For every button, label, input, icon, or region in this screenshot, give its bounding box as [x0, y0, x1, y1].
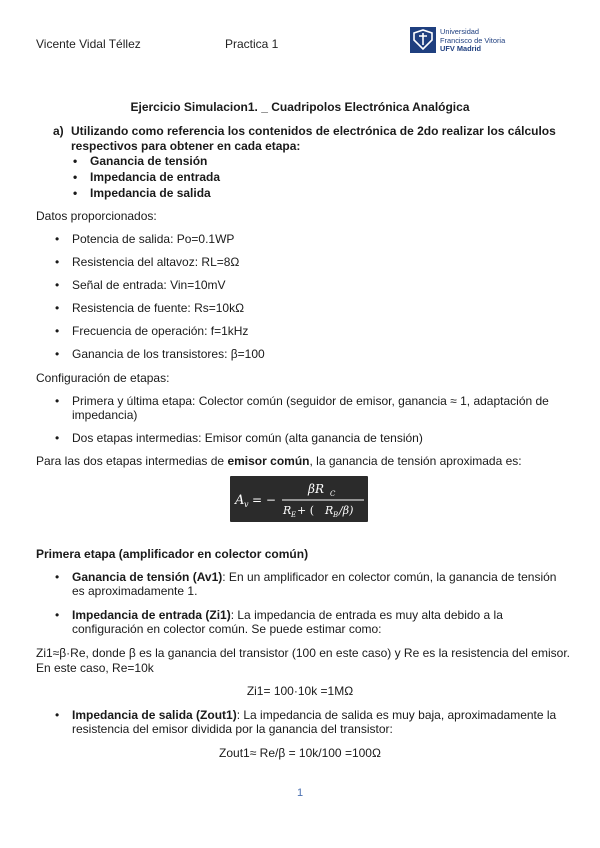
- stage1-zin-text: : La impedancia de entrada es muy alta debido a la configuración en colector común. Se puede estimar como:: [72, 608, 503, 636]
- datos-item: • Frecuencia de operación: f=1kHz: [72, 324, 248, 338]
- formula-gain: [230, 476, 368, 522]
- formula-den-a: R: [283, 504, 292, 517]
- stage1-zout-result: Zout1≈ Re/β = 10k/100 =100Ω: [219, 746, 381, 760]
- formula-eq: = −: [252, 493, 276, 507]
- stage1-zin-label: Impedancia de entrada (Zi1): [72, 608, 231, 622]
- stage1-gain-text: : En un amplificador en colector común, la ganancia de tensión es aproximadamente 1.: [72, 570, 557, 598]
- datos-heading: Datos proporcionados:: [36, 209, 157, 223]
- stage1-zout-label: Impedancia de salida (Zout1): [72, 708, 237, 722]
- formula-lhs: A: [235, 493, 245, 508]
- stage1-zout: [72, 708, 564, 736]
- datos-item: • Señal de entrada: Vin=10mV: [72, 278, 226, 292]
- intro-bold: emisor común: [227, 454, 310, 468]
- intro-paragraph: [36, 454, 571, 469]
- config-item: • Dos etapas intermedias: Emisor común (alta ganancia de tensión): [72, 431, 423, 445]
- config-heading: Configuración de etapas:: [36, 371, 170, 385]
- header-doc-title: Practica 1: [225, 37, 279, 51]
- question-text: Utilizando como referencia los contenidos de electrónica de 2do realizar los cálculos respectivos para obtener en cada etapa:: [71, 124, 556, 153]
- page-title: Ejercicio Simulacion1. _ Cuadripolos Electrónica Analógica: [130, 100, 470, 114]
- datos-item: • Resistencia del altavoz: RL=8Ω: [72, 255, 239, 269]
- formula-num: βR: [308, 482, 324, 496]
- formula-lhs-sub: v: [244, 500, 249, 509]
- logo-line-3: UFV Madrid: [440, 44, 482, 54]
- page-number: 1: [296, 787, 304, 799]
- formula-den-b: R: [325, 504, 334, 517]
- formula-den-end: /β): [339, 504, 354, 517]
- stage1-gain-label: Ganancia de tensión (Av1): [72, 570, 223, 584]
- header-author: Vicente Vidal Téllez: [36, 37, 141, 51]
- university-logo-text: [440, 28, 505, 54]
- stage1-gain: [72, 570, 564, 598]
- datos-item: • Potencia de salida: Po=0.1WP: [72, 232, 234, 246]
- university-logo: [410, 27, 514, 55]
- stage1-zin-result: Zi1= 100·10k =1MΩ: [246, 684, 354, 698]
- stage1-zin-explain: Zi1≈β·Re, donde β es la ganancia del transistor (100 en este caso) y Re es la resistencia del emisor. En este caso, Re=10k: [36, 646, 570, 675]
- formula-num-sub: C: [330, 490, 336, 498]
- datos-item: • Resistencia de fuente: Rs=10kΩ: [72, 301, 244, 315]
- question-item: • Impedancia de entrada: [90, 170, 220, 184]
- stage1-zin: [72, 608, 564, 636]
- question-item: • Impedancia de salida: [90, 186, 211, 200]
- university-logo-icon: [410, 27, 436, 53]
- logo-line-1: Universidad: [440, 27, 480, 36]
- formula-den-b-sub: B: [333, 511, 339, 519]
- question-item: • Ganancia de tensión: [90, 154, 207, 168]
- stage1-zout-text: : La impedancia de salida es muy baja, aproximadamente la resistencia del emisor dividida por la ganancia del transistor:: [72, 708, 557, 736]
- intro-before: Para las dos etapas intermedias de: [36, 454, 228, 468]
- stage1-heading: Primera etapa (amplificador en colector común): [36, 547, 309, 561]
- datos-item: • Ganancia de los transistores: β=100: [72, 347, 265, 361]
- question-label: a): [53, 124, 64, 138]
- intro-after: , la ganancia de tensión aproximada es:: [309, 454, 522, 468]
- formula-den-a-sub: E: [291, 511, 297, 519]
- logo-line-2: Francisco de Vitoria: [440, 35, 506, 45]
- formula-den-plus: + (: [297, 504, 315, 517]
- config-item: • Primera y última etapa: Colector común (seguidor de emisor, ganancia ≈ 1, adaptación de impedancia): [72, 394, 562, 422]
